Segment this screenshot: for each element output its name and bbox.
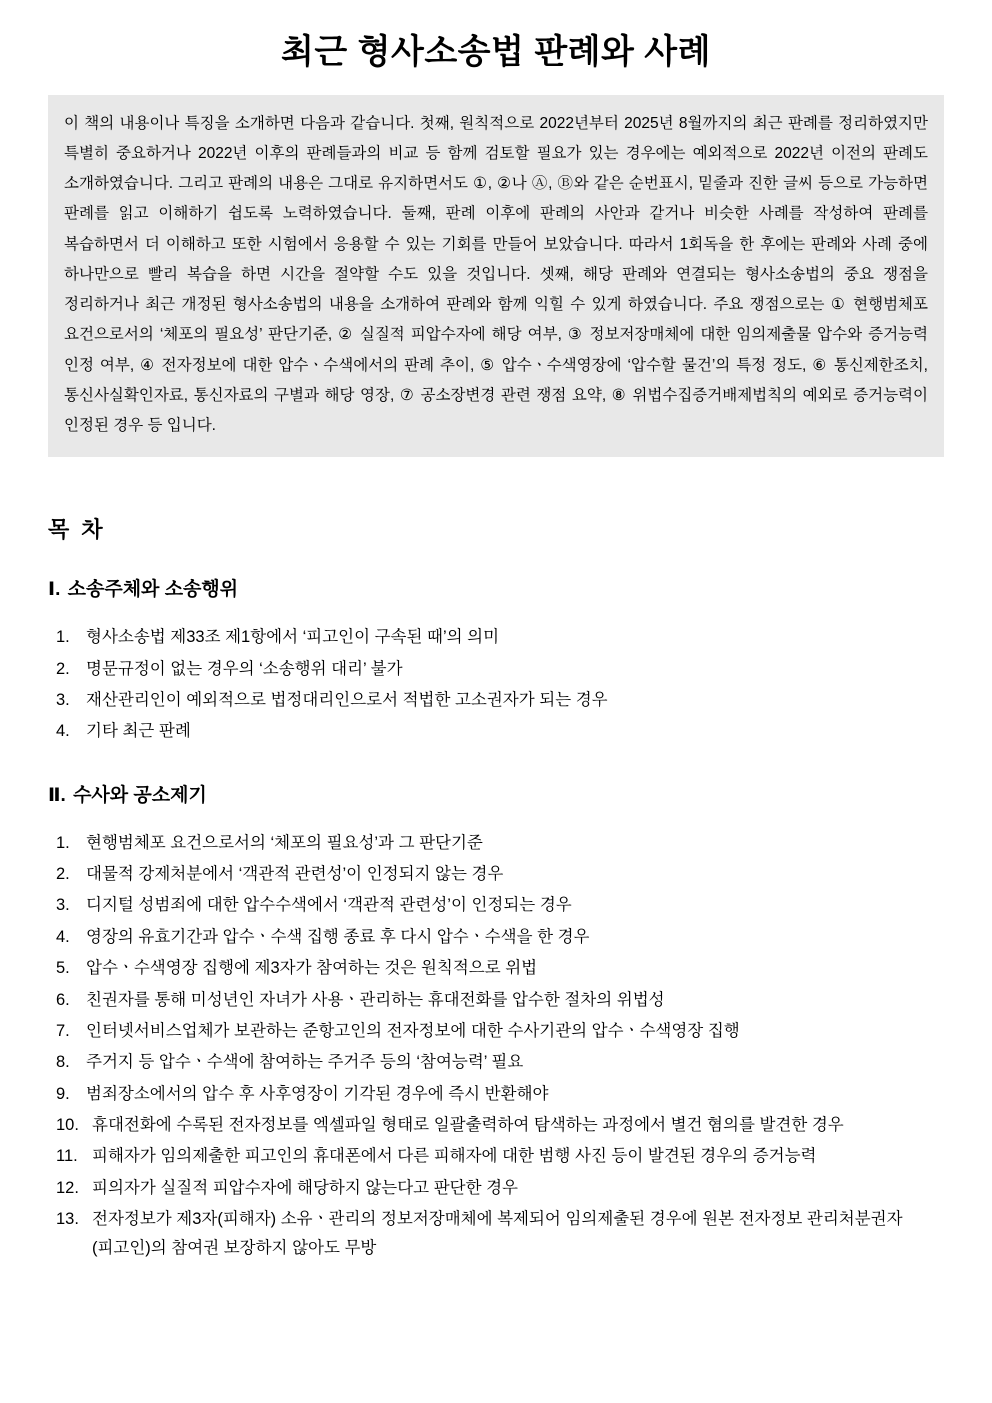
list-item-number: 9. <box>56 1084 70 1103</box>
section-title-2: 수사와 공소제기 <box>73 784 207 806</box>
list-item-number: 8. <box>56 1053 70 1072</box>
list-item-number: 2. <box>56 865 70 884</box>
page-title: 최근 형사소송법 판례와 사례 <box>281 33 711 71</box>
list-item-label: 친권자를 통해 미성년인 자녀가 사용ㆍ관리하는 휴대전화를 압수한 절차의 위법성 <box>86 990 665 1009</box>
list-item[interactable] <box>56 686 944 714</box>
list-item[interactable] <box>56 1111 944 1139</box>
list-item[interactable] <box>56 829 944 857</box>
section-numeral-2: Ⅱ. <box>48 784 66 806</box>
list-item[interactable] <box>56 1205 944 1262</box>
list-item-number: 1. <box>56 833 70 852</box>
list-item-number: 3. <box>56 896 70 915</box>
list-item[interactable] <box>56 954 944 982</box>
section-heading-1 <box>48 574 944 601</box>
list-item[interactable] <box>56 655 944 683</box>
list-item-number: 5. <box>56 959 70 978</box>
list-item-label: 재산관리인이 예외적으로 법정대리인으로서 적법한 고소권자가 되는 경우 <box>86 690 608 709</box>
list-item-number: 11. <box>56 1147 78 1166</box>
toc-list-2 <box>48 829 944 1262</box>
list-item-label: 압수ㆍ수색영장 집행에 제3자가 참여하는 것은 원칙적으로 위법 <box>86 959 538 978</box>
list-item-label: 기타 최근 판례 <box>86 722 191 741</box>
list-item-number: 4. <box>56 927 70 946</box>
list-item-label: 피해자가 임의제출한 피고인의 휴대폰에서 다른 피해자에 대한 범행 사진 등이 발견된 경우의 증거능력 <box>92 1147 817 1166</box>
list-item[interactable] <box>56 1080 944 1108</box>
toc-list-1 <box>48 623 944 746</box>
toc-heading: 목 차 <box>48 517 106 543</box>
list-item-label: 현행범체포 요건으로서의 ‘체포의 필요성’과 그 판단기준 <box>86 833 483 852</box>
list-item-label: 인터넷서비스업체가 보관하는 준항고인의 전자정보에 대한 수사기관의 압수ㆍ수색영장 집행 <box>86 1021 740 1040</box>
list-item-number: 2. <box>56 659 70 678</box>
list-item-number: 1. <box>56 628 70 647</box>
list-item-label: 대물적 강제처분에서 ‘객관적 관련성’이 인정되지 않는 경우 <box>86 865 504 884</box>
list-item[interactable] <box>56 1142 944 1170</box>
list-item[interactable] <box>56 717 944 745</box>
list-item-label: 전자정보가 제3자(피해자) 소유ㆍ관리의 정보저장매체에 복제되어 임의제출된 경우에 원본 전자정보 관리처분권자(피고인)의 참여권 보장하지 않아도 무방 <box>92 1210 903 1257</box>
list-item-number: 7. <box>56 1021 70 1040</box>
list-item[interactable] <box>56 1017 944 1045</box>
list-item-label: 영장의 유효기간과 압수ㆍ수색 집행 종료 후 다시 압수ㆍ수색을 한 경우 <box>86 927 590 946</box>
toc-section-2 <box>48 780 944 1262</box>
list-item[interactable] <box>56 623 944 651</box>
list-item-label: 피의자가 실질적 피압수자에 해당하지 않는다고 판단한 경우 <box>92 1178 518 1197</box>
list-item-label: 디지털 성범죄에 대한 압수수색에서 ‘객관적 관련성’이 인정되는 경우 <box>86 896 572 915</box>
section-title-1: 소송주체와 소송행위 <box>67 579 239 601</box>
toc-section-1 <box>48 574 944 746</box>
list-item-label: 범죄장소에서의 압수 후 사후영장이 기각된 경우에 즉시 반환해야 <box>86 1084 549 1103</box>
list-item-number: 6. <box>56 990 70 1009</box>
list-item-label: 주거지 등 압수ㆍ수색에 참여하는 주거주 등의 ‘참여능력’ 필요 <box>86 1053 524 1072</box>
list-item[interactable] <box>56 1174 944 1202</box>
list-item[interactable] <box>56 891 944 919</box>
list-item[interactable] <box>56 1048 944 1076</box>
list-item[interactable] <box>56 860 944 888</box>
list-item-number: 13. <box>56 1210 79 1229</box>
introduction-box <box>48 95 944 457</box>
list-item-number: 10. <box>56 1116 79 1135</box>
list-item-number: 4. <box>56 722 70 741</box>
introduction-text: 이 책의 내용이나 특징을 소개하면 다음과 같습니다. 첫째, 원칙적으로 2022년부터 2025년 8월까지의 최근 판례를 정리하였지만 특별히 중요하거나 2022년 이후의 판례들과의 비교 등 함께 검토할 필요가 있는 경우에는 예외적으로 2022년 이전의 판례도 소개하였습니다. 그리고 판례의 내용은 그대로 유지하면서도 ①, ②나 Ⓐ, Ⓑ와 같은 순번표시, 밑줄과 진한 글씨 등으로 가능하면 판례를 읽고 이해하기 쉽도록 노력하였습니다. 둘째, 판례 이후에 판례의 사안과 같거나 비슷한 사례를 작성하여 판례를 복습하면서 더 이해하고 또한 시험에서 응용할 수 있는 기회를 만들어 보았습니다. 따라서 1회독을 한 후에는 판례와 사례 중에 하나만으로 빨리 복습을 하면 시간을 절약할 수도 있을 것입니다. 셋째, 해당 판례와 연결되는 형사소송법의 중요 쟁점을 정리하거나 최근 개정된 형사소송법의 내용을 소개하여 판례와 함께 익힐 수 있게 하였습니다. 주요 쟁점으로는 ① 현행범체포 요건으로서의 ‘체포의 필요성’ 판단기준, ② 실질적 피압수자에 해당 여부, ③ 정보저장매체에 대한 임의제출물 압수와 증거능력 인정 여부, ④ 전자정보에 대한 압수ㆍ수색에서의 판례 추이, ⑤ 압수ㆍ수색영장에 ‘압수할 물건’의 특정 정도, ⑥ 통신제한조치, 통신사실확인자료, 통신자료의 구별과 해당 영장, ⑦ 공소장변경 관련 쟁점 요약, ⑧ 위법수집증거배제법칙의 예외로 증거능력이 인정된 경우 등 입니다. <box>64 114 928 434</box>
section-numeral-1: Ⅰ. <box>48 579 61 601</box>
section-heading-2 <box>48 780 944 807</box>
list-item-label: 형사소송법 제33조 제1항에서 ‘피고인이 구속된 때’의 의미 <box>86 628 500 647</box>
list-item[interactable] <box>56 986 944 1014</box>
list-item-label: 명문규정이 없는 경우의 ‘소송행위 대리’ 불가 <box>86 659 403 678</box>
list-item-number: 3. <box>56 690 70 709</box>
list-item-label: 휴대전화에 수록된 전자정보를 엑셀파일 형태로 일괄출력하여 탐색하는 과정에서 별건 혐의를 발견한 경우 <box>92 1116 844 1135</box>
list-item[interactable] <box>56 923 944 951</box>
list-item-number: 12. <box>56 1178 79 1197</box>
